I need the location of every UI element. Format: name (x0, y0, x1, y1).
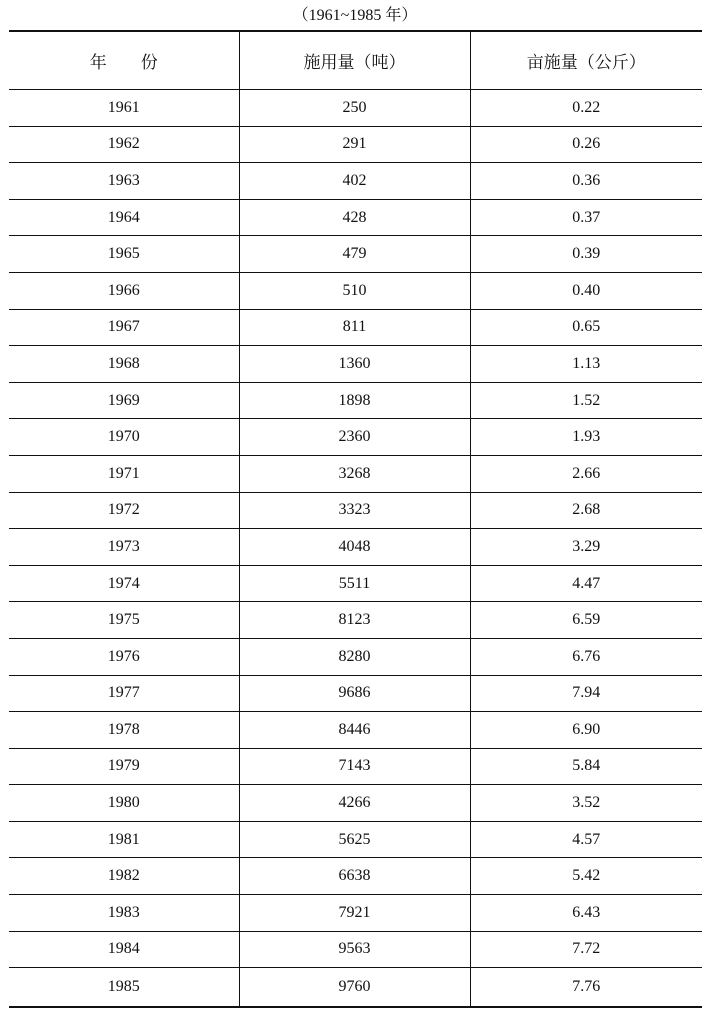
cell-usage-tons: 8446 (239, 712, 470, 749)
table-row (9, 492, 702, 529)
cell-per-mu-kg: 0.26 (470, 126, 702, 163)
table-row (9, 638, 702, 675)
header-per-mu-kg: 亩施量（公斤） (470, 31, 702, 90)
cell-year: 1975 (9, 602, 239, 639)
table-row (9, 90, 702, 127)
cell-usage-tons: 428 (239, 199, 470, 236)
cell-per-mu-kg: 6.59 (470, 602, 702, 639)
cell-year: 1980 (9, 785, 239, 822)
cell-usage-tons: 402 (239, 163, 470, 200)
cell-usage-tons: 479 (239, 236, 470, 273)
header-row (9, 31, 702, 90)
cell-usage-tons: 7921 (239, 895, 470, 932)
cell-year: 1966 (9, 272, 239, 309)
cell-per-mu-kg: 1.13 (470, 346, 702, 383)
table-row (9, 712, 702, 749)
cell-per-mu-kg: 0.37 (470, 199, 702, 236)
cell-year: 1969 (9, 382, 239, 419)
cell-usage-tons: 5511 (239, 565, 470, 602)
cell-per-mu-kg: 0.65 (470, 309, 702, 346)
cell-per-mu-kg: 0.36 (470, 163, 702, 200)
cell-usage-tons: 1360 (239, 346, 470, 383)
cell-usage-tons: 3323 (239, 492, 470, 529)
cell-per-mu-kg: 5.84 (470, 748, 702, 785)
cell-per-mu-kg: 1.52 (470, 382, 702, 419)
cell-per-mu-kg: 6.43 (470, 895, 702, 932)
cell-usage-tons: 8280 (239, 638, 470, 675)
table-row (9, 858, 702, 895)
cell-usage-tons: 9686 (239, 675, 470, 712)
cell-usage-tons: 250 (239, 90, 470, 127)
cell-per-mu-kg: 5.42 (470, 858, 702, 895)
cell-year: 1976 (9, 638, 239, 675)
table-row (9, 821, 702, 858)
cell-usage-tons: 8123 (239, 602, 470, 639)
table-row (9, 748, 702, 785)
table-row (9, 126, 702, 163)
table-row (9, 565, 702, 602)
table-row (9, 309, 702, 346)
table-header (9, 31, 702, 90)
cell-year: 1968 (9, 346, 239, 383)
table-row (9, 199, 702, 236)
cell-per-mu-kg: 3.52 (470, 785, 702, 822)
table-row (9, 236, 702, 273)
cell-year: 1961 (9, 90, 239, 127)
table-row (9, 931, 702, 968)
cell-per-mu-kg: 2.68 (470, 492, 702, 529)
cell-year: 1982 (9, 858, 239, 895)
cell-year: 1978 (9, 712, 239, 749)
cell-year: 1977 (9, 675, 239, 712)
cell-usage-tons: 4266 (239, 785, 470, 822)
cell-per-mu-kg: 4.57 (470, 821, 702, 858)
table-caption: （1961~1985 年） (292, 7, 418, 24)
header-year: 年 份 (9, 31, 239, 90)
cell-year: 1974 (9, 565, 239, 602)
table-row (9, 272, 702, 309)
cell-usage-tons: 7143 (239, 748, 470, 785)
table-row (9, 419, 702, 456)
table-row (9, 382, 702, 419)
cell-usage-tons: 811 (239, 309, 470, 346)
cell-year: 1972 (9, 492, 239, 529)
cell-year: 1970 (9, 419, 239, 456)
table-row (9, 785, 702, 822)
cell-year: 1962 (9, 126, 239, 163)
table-row (9, 163, 702, 200)
table-row (9, 968, 702, 1008)
cell-per-mu-kg: 2.66 (470, 455, 702, 492)
cell-usage-tons: 510 (239, 272, 470, 309)
cell-per-mu-kg: 7.94 (470, 675, 702, 712)
cell-usage-tons: 9563 (239, 931, 470, 968)
cell-usage-tons: 5625 (239, 821, 470, 858)
table-row (9, 455, 702, 492)
cell-year: 1971 (9, 455, 239, 492)
table-row (9, 602, 702, 639)
table-row (9, 675, 702, 712)
cell-per-mu-kg: 0.22 (470, 90, 702, 127)
cell-per-mu-kg: 7.76 (572, 978, 601, 996)
cell-usage-tons: 9760 (239, 968, 470, 1008)
cell-year: 1985 (9, 968, 239, 1008)
table-row (9, 346, 702, 383)
fertilizer-usage-table (9, 30, 702, 1008)
cell-year: 1964 (9, 199, 239, 236)
cell-per-mu-kg: 6.76 (470, 638, 702, 675)
cell-year: 1983 (9, 895, 239, 932)
cell-year: 1963 (9, 163, 239, 200)
cell-year: 1979 (9, 748, 239, 785)
cell-year: 1981 (9, 821, 239, 858)
cell-year: 1973 (9, 529, 239, 566)
table-row (9, 895, 702, 932)
cell-usage-tons: 3268 (239, 455, 470, 492)
cell-year: 1965 (9, 236, 239, 273)
cell-per-mu-kg: 0.40 (470, 272, 702, 309)
cell-usage-tons: 2360 (239, 419, 470, 456)
cell-per-mu-kg: 0.39 (470, 236, 702, 273)
header-usage-tons: 施用量（吨） (239, 31, 470, 90)
cell-per-mu-kg: 3.29 (470, 529, 702, 566)
data-table-container (9, 30, 702, 1008)
table-body (9, 90, 702, 1008)
cell-usage-tons: 4048 (239, 529, 470, 566)
cell-year: 1967 (9, 309, 239, 346)
cell-usage-tons: 1898 (239, 382, 470, 419)
cell-per-mu-kg: 4.47 (470, 565, 702, 602)
cell-usage-tons: 6638 (239, 858, 470, 895)
cell-usage-tons: 291 (239, 126, 470, 163)
cell-year: 1984 (9, 931, 239, 968)
cell-per-mu-kg: 1.93 (470, 419, 702, 456)
table-row (9, 529, 702, 566)
cell-per-mu-kg: 6.90 (470, 712, 702, 749)
cell-per-mu-kg: 7.72 (470, 931, 702, 968)
